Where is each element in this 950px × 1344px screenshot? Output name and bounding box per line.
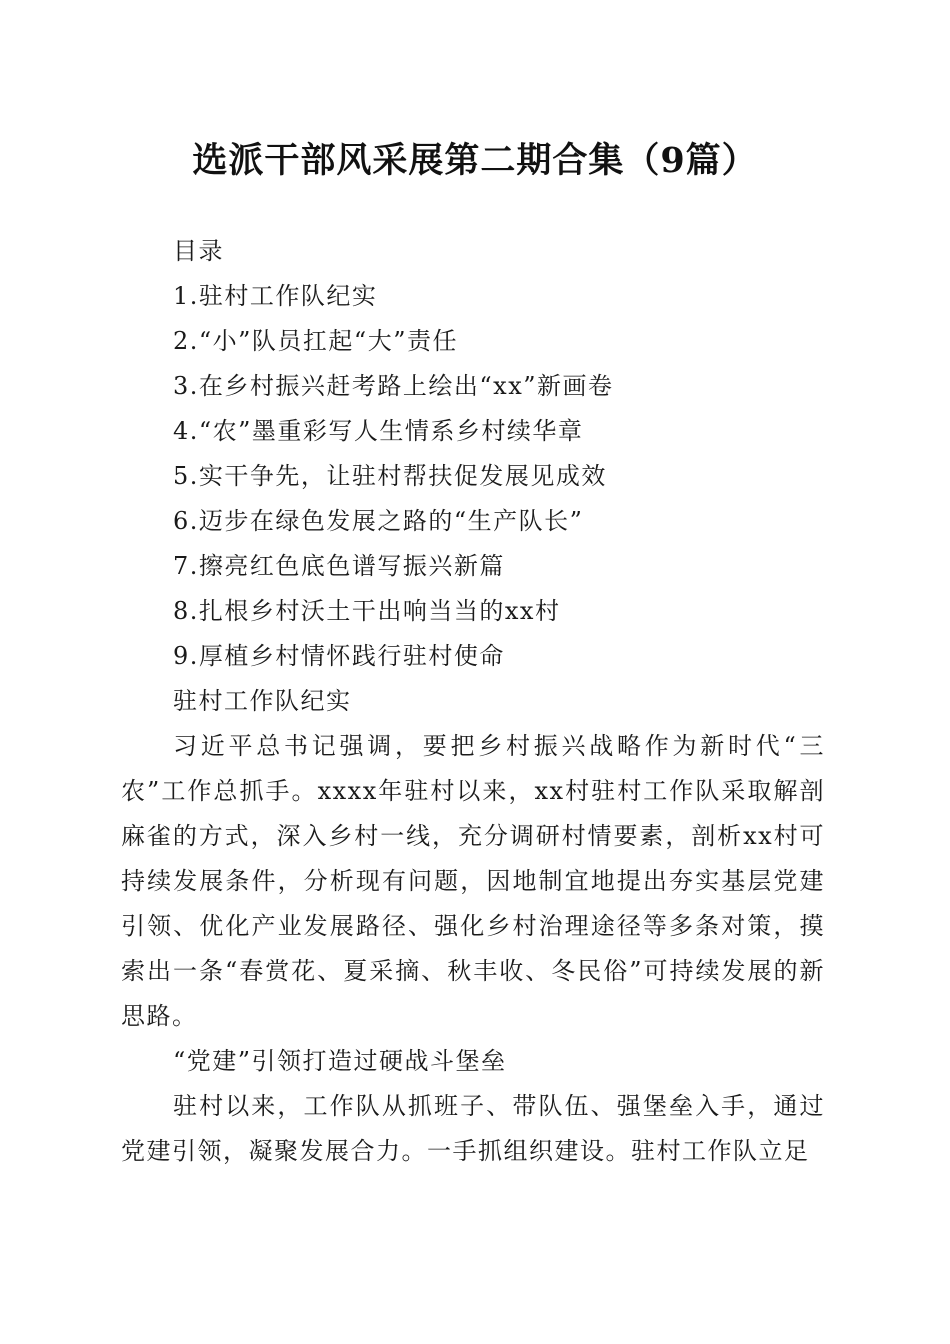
toc-heading: 目录	[173, 237, 224, 265]
document-title: 选派干部风采展第二期合集（9篇）	[192, 140, 758, 181]
section-subheading: “党建”引领打造过硬战斗堡垒	[173, 1047, 507, 1075]
toc-item: 2.“小”队员扛起“大”责任	[173, 327, 458, 355]
toc-item: 6.迈步在绿色发展之路的“生产队长”	[173, 507, 584, 535]
table-of-contents	[121, 274, 825, 679]
toc-item: 9.厚植乡村情怀践行驻村使命	[173, 642, 505, 670]
body-paragraph: 习近平总书记强调，要把乡村振兴战略作为新时代“三农”工作总抓手。xxxx年驻村以来，xx村驻村工作队采取解剖麻雀的方式，深入乡村一线，充分调研村情要素，剖析xx村可持续发展条件，分析现有问题，因地制宜地提出夯实基层党建引领、优化产业发展路径、强化乡村治理途径等多条对策，摸索出一条“春赏花、夏采摘、秋丰收、冬民俗”可持续发展的新思路。	[121, 732, 825, 1030]
toc-item: 7.擦亮红色底色谱写振兴新篇	[173, 552, 505, 580]
toc-item: 5.实干争先，让驻村帮扶促发展见成效	[173, 462, 607, 490]
document-body	[121, 229, 825, 1174]
toc-item: 1.驻村工作队纪实	[173, 282, 378, 310]
toc-item: 4.“农”墨重彩写人生情系乡村续华章	[173, 417, 584, 445]
body-paragraph: 驻村以来，工作队从抓班子、带队伍、强堡垒入手，通过党建引领，凝聚发展合力。一手抓组织建设。驻村工作队立足	[121, 1092, 825, 1165]
article-title: 驻村工作队纪实	[173, 687, 352, 715]
toc-item: 8.扎根乡村沃土干出响当当的xx村	[173, 597, 561, 625]
toc-item: 3.在乡村振兴赶考路上绘出“xx”新画卷	[173, 372, 614, 400]
